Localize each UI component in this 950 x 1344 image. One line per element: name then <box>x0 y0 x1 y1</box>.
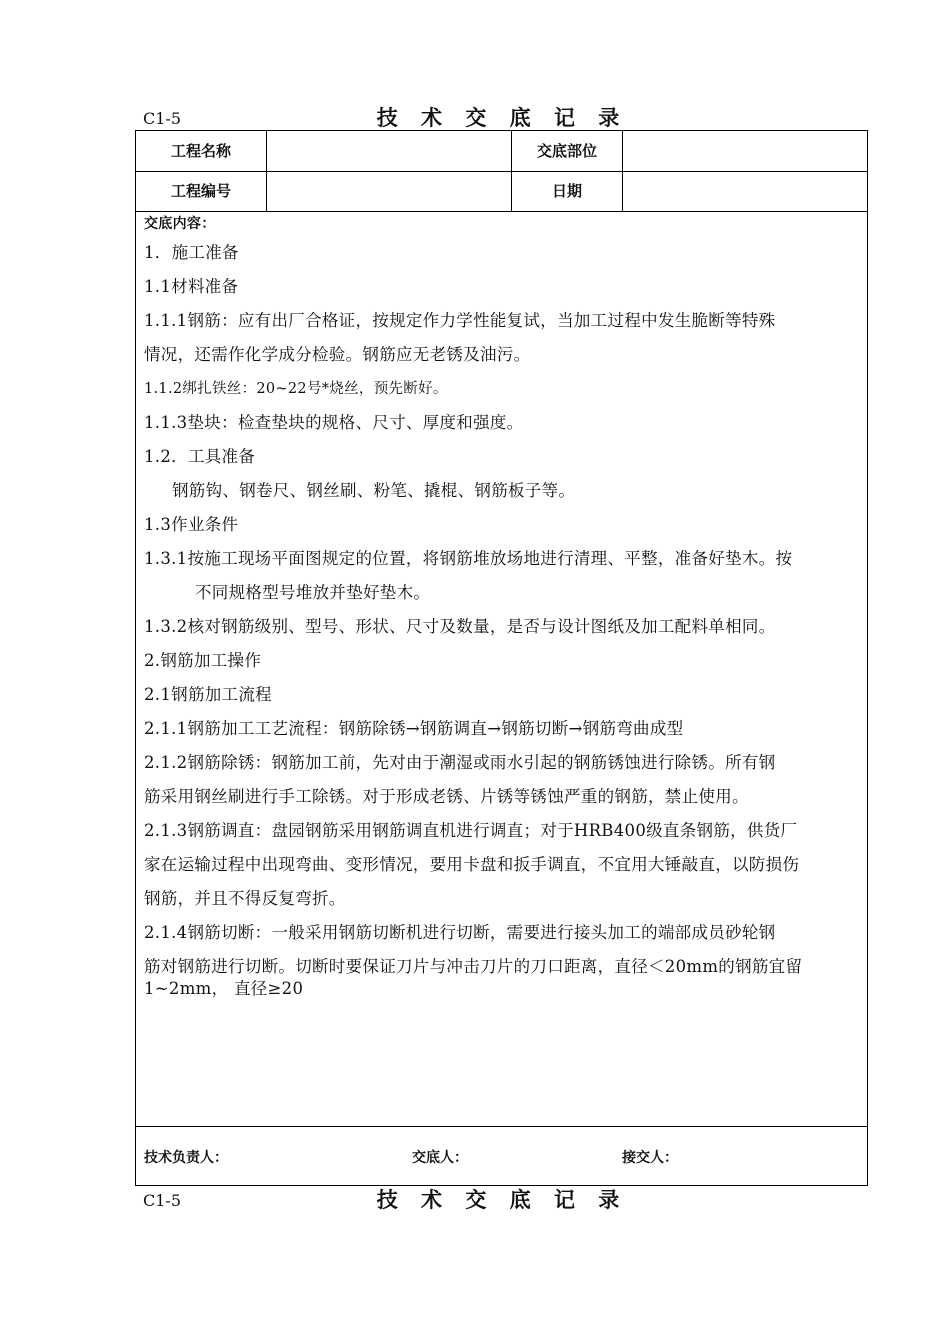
date-label: 日期 <box>551 182 582 200</box>
content-line: 2.1.3钢筋调直：盘园钢筋采用钢筋调直机进行调直；对于HRB400级直条钢筋，供货厂 <box>144 821 798 840</box>
disclosure-content <box>144 212 862 1000</box>
content-line: 情况，还需作化学成分检验。钢筋应无老锈及油污。 <box>144 345 531 364</box>
content-line: 1.1材料准备 <box>144 277 239 296</box>
discloser-signature: 交底人： <box>412 1150 468 1166</box>
content-line: 筋对钢筋进行切断。切断时要保证刀片与冲击刀片的刀口距离，直径＜20mm的钢筋宜留 <box>144 957 803 976</box>
content-line: 钢筋，并且不得反复弯折。 <box>144 889 346 908</box>
content-line: 1.2．工具准备 <box>144 447 256 466</box>
content-line: 不同规格型号堆放并垫好垫木。 <box>195 583 431 602</box>
date-field[interactable] <box>623 171 867 211</box>
content-line: 2.1.2钢筋除锈：钢筋加工前，先对由于潮湿或雨水引起的钢筋锈蚀进行除锈。所有钢 <box>144 753 776 772</box>
next-page-header <box>135 1188 869 1214</box>
project-name-label: 工程名称 <box>170 142 231 160</box>
content-line: 1~2mm， 直径≥20 <box>144 979 304 998</box>
document-title: 技 术 交 底 记 录 <box>376 105 628 130</box>
project-no-field[interactable] <box>267 171 511 211</box>
content-line: 2.1.4钢筋切断：一般采用钢筋切断机进行切断，需要进行接头加工的端部成员砂轮钢 <box>144 923 776 942</box>
content-label: 交底内容： <box>144 216 216 232</box>
location-field[interactable] <box>623 131 867 171</box>
tech-lead-signature: 技术负责人： <box>144 1150 228 1166</box>
document-title: 技 术 交 底 记 录 <box>376 1187 628 1212</box>
content-line: 2.1.1钢筋加工工艺流程：钢筋除锈→钢筋调直→钢筋切断→钢筋弯曲成型 <box>144 719 684 738</box>
form-code: C1-5 <box>143 109 182 128</box>
content-line: 1.3作业条件 <box>144 515 239 534</box>
content-line: 1.1.2绑扎铁丝：20~22号*烧丝，预先断好。 <box>144 381 448 397</box>
project-no-label: 工程编号 <box>170 182 231 200</box>
receiver-signature: 接交人： <box>622 1150 678 1166</box>
location-label: 交底部位 <box>536 142 597 160</box>
content-line: 筋采用钢丝刷进行手工除锈。对于形成老锈、片锈等锈蚀严重的钢筋，禁止使用。 <box>144 787 749 806</box>
content-line: 2.1钢筋加工流程 <box>144 685 272 704</box>
content-line: 1.1.1钢筋：应有出厂合格证，按规定作力学性能复试，当加工过程中发生脆断等特殊 <box>144 311 776 330</box>
grid-line <box>136 1126 867 1127</box>
content-line: 1．施工准备 <box>144 243 239 262</box>
form-code: C1-5 <box>143 1191 182 1210</box>
content-line: 钢筋钩、钢卷尺、钢丝刷、粉笔、撬棍、钢筋板子等。 <box>172 481 576 500</box>
document-header <box>135 106 869 132</box>
content-line: 1.3.1按施工现场平面图规定的位置，将钢筋堆放场地进行清理、平整，准备好垫木。按 <box>144 549 793 568</box>
project-name-field[interactable] <box>267 131 511 171</box>
content-line: 1.3.2核对钢筋级别、型号、形状、尺寸及数量，是否与设计图纸及加工配料单相同。 <box>144 617 776 636</box>
content-line: 1.1.3垫块：检查垫块的规格、尺寸、厚度和强度。 <box>144 413 524 432</box>
content-line: 2.钢筋加工操作 <box>144 651 262 670</box>
content-line: 家在运输过程中出现弯曲、变形情况，要用卡盘和扳手调直，不宜用大锤敲直，以防损伤 <box>144 855 800 874</box>
record-form <box>135 130 868 1186</box>
